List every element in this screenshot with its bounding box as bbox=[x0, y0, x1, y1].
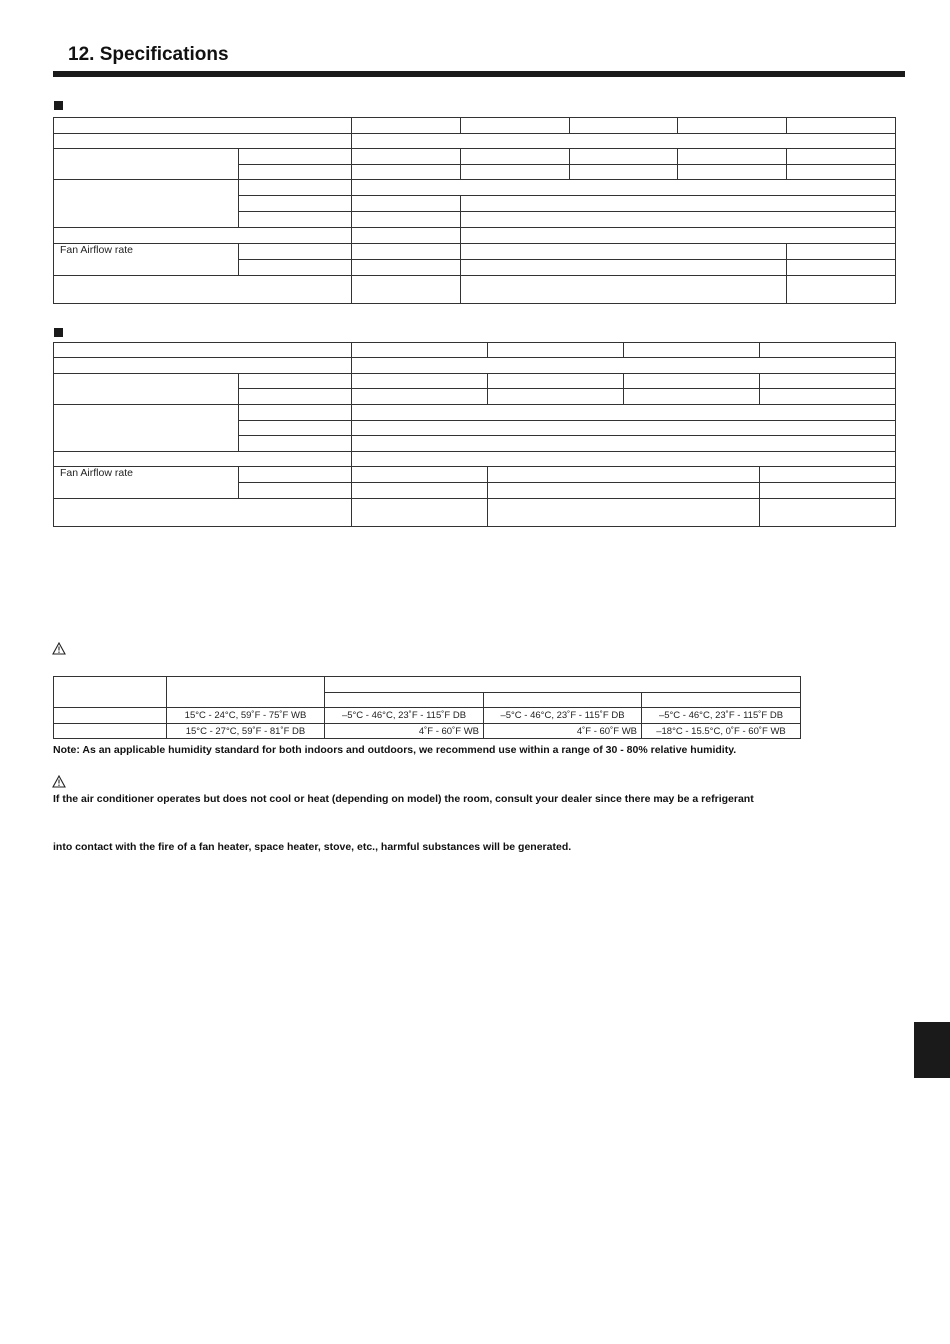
table-row bbox=[54, 118, 896, 134]
table-row bbox=[54, 149, 896, 165]
table-row bbox=[54, 452, 896, 467]
side-tab-marker bbox=[914, 1022, 950, 1078]
warning-icon bbox=[52, 642, 66, 655]
heating-outdoor-range-2: 4˚F - 60˚F WB bbox=[484, 724, 642, 739]
table-row bbox=[54, 374, 896, 389]
section-marker-2 bbox=[54, 328, 63, 337]
cooling-indoor-range: 15°C - 24°C, 59˚F - 75˚F WB bbox=[167, 708, 325, 724]
spec-table-1 bbox=[53, 117, 896, 304]
page-title: 12. Specifications bbox=[68, 44, 229, 65]
fan-airflow-label: Fan Airflow rate bbox=[54, 467, 239, 499]
title-rule bbox=[53, 71, 905, 77]
heating-indoor-range: 15°C - 27°C, 59˚F - 81˚F DB bbox=[167, 724, 325, 739]
table-row bbox=[54, 467, 896, 483]
fan-airflow-label: Fan Airflow rate bbox=[54, 244, 239, 276]
spec-table-2 bbox=[53, 342, 896, 527]
table-row bbox=[54, 180, 896, 196]
table-row bbox=[54, 724, 801, 739]
table-row bbox=[54, 244, 896, 260]
table-row bbox=[54, 228, 896, 244]
operating-conditions-table bbox=[53, 676, 801, 739]
warning-icon bbox=[52, 775, 66, 788]
table-row bbox=[54, 708, 801, 724]
cooling-outdoor-range-1: –5°C - 46°C, 23˚F - 115˚F DB bbox=[325, 708, 484, 724]
table-row bbox=[54, 358, 896, 374]
refrigerant-caution-line-2: into contact with the fire of a fan heater, space heater, stove, etc., harmful substances will be generated. bbox=[53, 841, 572, 853]
table-row bbox=[54, 343, 896, 358]
refrigerant-caution-line-1: If the air conditioner operates but does not cool or heat (depending on model) the room, consult your dealer since there may be a refrigerant bbox=[53, 793, 754, 805]
table-row bbox=[54, 276, 896, 304]
table-row bbox=[54, 677, 801, 693]
cooling-outdoor-range-2: –5°C - 46°C, 23˚F - 115˚F DB bbox=[484, 708, 642, 724]
section-marker-1 bbox=[54, 101, 63, 110]
table-row bbox=[54, 499, 896, 527]
heating-outdoor-range-3: –18°C - 15.5°C, 0˚F - 60˚F WB bbox=[642, 724, 801, 739]
table-row bbox=[54, 405, 896, 421]
table-row bbox=[54, 134, 896, 149]
humidity-note: Note: As an applicable humidity standard for both indoors and outdoors, we recommend use within a range of 30 - 80% relative humidity. bbox=[53, 744, 737, 756]
heating-outdoor-range-1: 4˚F - 60˚F WB bbox=[325, 724, 484, 739]
cooling-outdoor-range-3: –5°C - 46°C, 23˚F - 115˚F DB bbox=[642, 708, 801, 724]
